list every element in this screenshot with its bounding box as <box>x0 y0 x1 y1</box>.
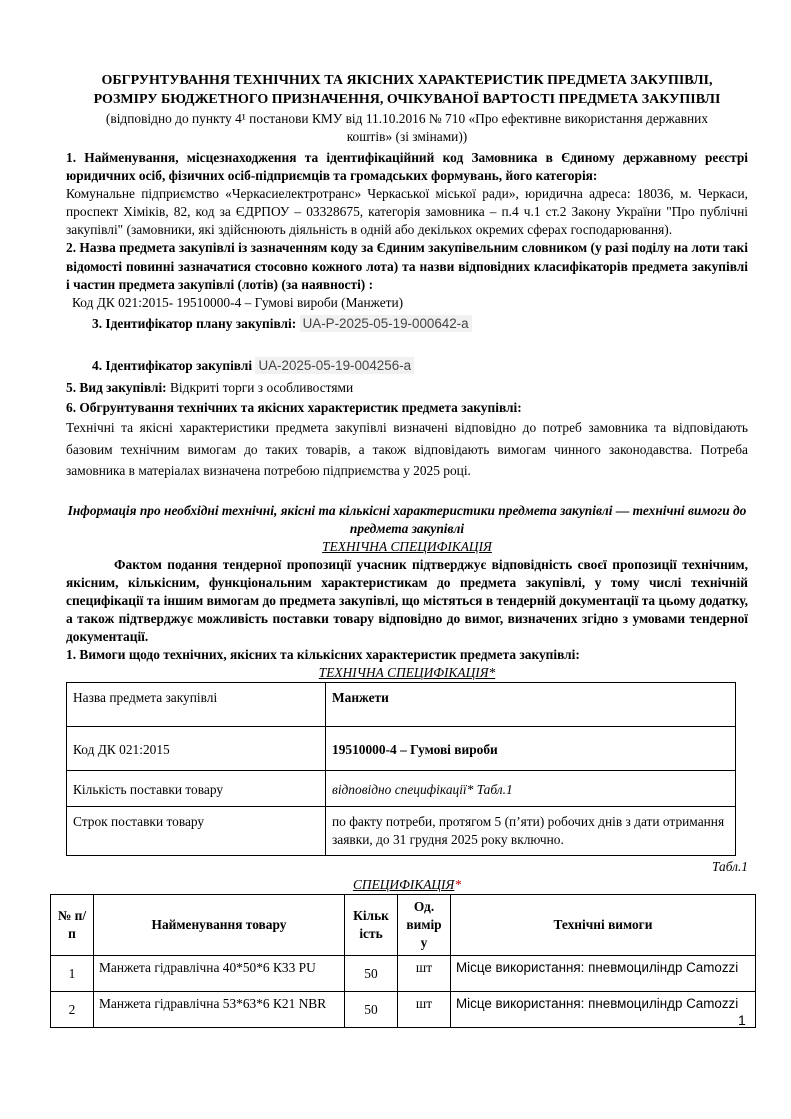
info-heading: Інформація про необхідні технічні, якісні та кількісні характеристики предмета закупівлі — технічні вимоги до предмета закупівлі <box>67 502 747 536</box>
section1-heading: 1. Найменування, місцезнаходження та ідентифікаційний код Замовника в Єдиному державному реєстрі юридичних осіб, фізичних осіб-підприємців та громадських формувань, його категорія: <box>66 149 748 184</box>
row-value: 19510000-4 – Гумові вироби <box>326 727 736 771</box>
cell-req: Місце використання: пневмоциліндр Camozzi <box>451 956 756 992</box>
info-paragraph: Фактом подання тендерної пропозиції учасник підтверджує відповідність своєї пропозиції технічним, якісним, кількісним, функціональним характеристикам до предмета закупівлі, у тому числі технічній специфікації та іншим вимогам до предмета закупівлі, що містяться в тендерній документації та цьому додатку, а також підтверджує можливість поставки товару відповідно до вимог, визначених згідно з умовами тендерної документації. <box>66 556 748 645</box>
spec-title: ТЕХНІЧНА СПЕЦИФІКАЦІЯ <box>322 538 492 554</box>
cell-name: Манжета гідравлічна 40*50*6 К33 PU <box>94 956 345 992</box>
section4 <box>66 357 748 375</box>
section1-text: Комунальне підприємство «Черкасиелектротранс» Черкаської міської ради», юридична адреса: 18036, м. Черкаси, проспект Хіміків, 82, код за ЄДРПОУ – 03328675, категорія замовника – п.4 ч.1 ст.2 Закону України "Про публічні закупівлі" (замовники, які здійснюють діяльність в одній або декількох окремих сферах господарювання). <box>66 186 748 238</box>
page-number: 1 <box>738 1012 746 1028</box>
cell-qty: 50 <box>345 992 398 1028</box>
spec-title-text: СПЕЦИФІКАЦІЯ <box>352 876 455 892</box>
document-page <box>57 72 748 1028</box>
table-row <box>51 992 756 1028</box>
section6-heading: 6. Обгрунтування технічних та якісних характеристик предмета закупівлі: <box>66 400 522 416</box>
table-row <box>67 683 736 727</box>
table-row <box>67 727 736 771</box>
spec-header-row <box>51 894 756 955</box>
row-value <box>326 771 736 806</box>
doc-subtitle-line2: коштів» (зі змінами)) <box>346 128 468 144</box>
requirements-heading: 1. Вимоги щодо технічних, якісних та кількісних характеристик предмета закупівлі: <box>66 647 580 663</box>
tech-table-title: ТЕХНІЧНА СПЕЦИФІКАЦІЯ* <box>318 665 496 681</box>
row-value: по факту потреби, протягом 5 (п’яти) робочих днів з дати отримання заявки, до 31 грудня 2025 року включно. <box>326 806 736 855</box>
section5-label: 5. Вид закупівлі: <box>66 380 167 395</box>
doc-subtitle-line1: (відповідно до пункту 4¹ постанови КМУ від 11.10.2016 № 710 «Про ефективне використання державних <box>105 110 709 126</box>
cell-n: 1 <box>51 956 94 992</box>
cell-unit: шт <box>398 956 451 992</box>
col-header: № п/п <box>51 894 94 955</box>
col-header: Найменування товару <box>94 894 345 955</box>
cell-n: 2 <box>51 992 94 1028</box>
table-row <box>51 956 756 992</box>
cell-qty: 50 <box>345 956 398 992</box>
section5 <box>66 379 748 397</box>
plan-id-value: UA-P-2025-05-19-000642-a <box>300 315 472 332</box>
row-label: Кількість поставки товару <box>67 771 326 806</box>
spec-table <box>50 894 756 1028</box>
table-row <box>67 806 736 855</box>
cell-req: Місце використання: пневмоциліндр Camozzi <box>451 992 756 1028</box>
section3-label: 3. Ідентифікатор плану закупівлі: <box>92 315 297 331</box>
table-ref: Табл.1 <box>712 858 748 874</box>
procurement-id-value: UA-2025-05-19-004256-a <box>255 357 414 374</box>
tech-spec-table <box>66 682 736 855</box>
quantity-rest: * Табл.1 <box>466 782 513 798</box>
row-value: Манжети <box>326 683 736 727</box>
section3 <box>66 315 748 333</box>
row-label: Строк поставки товару <box>67 806 326 855</box>
col-header: Од. вимір у <box>398 894 451 955</box>
cell-unit: шт <box>398 992 451 1028</box>
row-label: Код ДК 021:2015 <box>67 727 326 771</box>
col-header: Кільк ість <box>345 894 398 955</box>
doc-title-line2: РОЗМІРУ БЮДЖЕТНОГО ПРИЗНАЧЕННЯ, ОЧІКУВАНОЇ ВАРТОСТІ ПРЕДМЕТА ЗАКУПІВЛІ <box>93 91 721 107</box>
table-row <box>67 771 736 806</box>
section2-heading: 2. Назва предмета закупівлі із зазначенням коду за Єдиним закупівельним словником (у разі поділу на лоти такі відомості повинні зазначатися стосовно кожного лота) та назви відповідних класифікаторів предмета закупівлі і частин предмета закупівлі (лотів) (за наявності) : <box>66 240 748 292</box>
spec-table-title <box>66 876 748 894</box>
doc-title-line1: ОБГРУНТУВАННЯ ТЕХНІЧНИХ ТА ЯКІСНИХ ХАРАКТЕРИСТИК ПРЕДМЕТА ЗАКУПІВЛІ, <box>101 73 713 88</box>
col-header: Технічні вимоги <box>451 894 756 955</box>
cell-name: Манжета гідравлічна 53*63*6 К21 NBR <box>94 992 345 1028</box>
quantity-italic: відповідно специфікації <box>332 782 467 798</box>
section2-text: Код ДК 021:2015- 19510000-4 – Гумові вироби (Манжети) <box>72 294 404 310</box>
section5-value: Відкриті торги з особливостями <box>166 380 354 395</box>
section4-label: 4. Ідентифікатор закупівлі <box>92 357 253 373</box>
section6-text: Технічні та якісні характеристики предмета закупівлі визначені відповідно до потреб замовника та відповідають базовим технічним вимогам до таких товарів, а також відповідають вимогам чинного законодавства. Потреба замовника в матеріалах визначена потребою підприємства у 2025 році. <box>66 420 748 479</box>
row-label: Назва предмета закупівлі <box>67 683 326 727</box>
spec-title-star: * <box>454 876 462 892</box>
